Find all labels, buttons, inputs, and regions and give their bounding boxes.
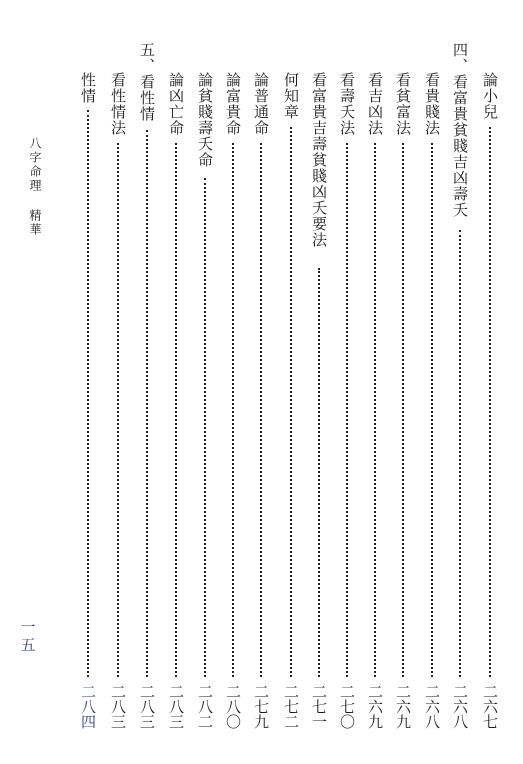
toc-leader: [374, 143, 376, 677]
toc-leader: [232, 143, 234, 677]
toc-entry-title: 看吉凶法: [366, 72, 384, 136]
toc-entry-page: 二六七: [481, 684, 499, 729]
page-number-hundreds: 一: [20, 618, 36, 636]
toc-entry-title: 看富貴吉壽貧賤凶夭要法: [310, 72, 328, 248]
toc-entry-title: 性情: [79, 72, 97, 104]
toc-entry-title: 論凶亡命: [167, 72, 185, 136]
toc-entry-page: 二六八: [423, 684, 441, 729]
toc-entry-page: 二七一: [310, 684, 328, 729]
toc-entry-page: 二八三: [138, 684, 156, 729]
toc-entry-page: 二七〇: [338, 684, 356, 729]
toc-leader: [260, 143, 262, 677]
toc-entry-page: 二七九: [252, 684, 270, 729]
toc-leader: [175, 143, 177, 677]
toc-leader: [87, 110, 89, 677]
running-head: 八字命理 精華: [28, 137, 42, 237]
toc-leader: [489, 127, 491, 677]
toc-entry-page: 二八三: [167, 684, 185, 729]
toc-leader: [318, 268, 320, 677]
toc-entry-page: 二八四: [79, 684, 97, 729]
toc-leader: [290, 127, 292, 677]
page-number-units: 五: [20, 636, 36, 654]
toc-section-heading: 五、看性情: [138, 42, 156, 122]
toc-leader: [402, 143, 404, 677]
toc-entry-title: 論富貴命: [224, 72, 242, 136]
toc-entry-page: 二六八: [451, 684, 469, 729]
toc-entry-page: 二七二: [282, 684, 300, 729]
toc-entry-title: 看貧富法: [394, 72, 412, 136]
toc-entry-title: 何知章: [282, 72, 300, 120]
toc-entry-title: 論普通命: [252, 72, 270, 136]
page-number: [18, 618, 38, 654]
toc-entry-title: 論貧賤壽夭命: [196, 72, 214, 168]
toc-section-heading: 四、看富貴貧賤吉凶壽夭: [451, 42, 469, 218]
toc-leader: [204, 178, 206, 677]
toc-entry-title: 看性情法: [109, 72, 127, 136]
toc-leader: [146, 130, 148, 677]
toc-entry-title: 看貴賤法: [423, 72, 441, 136]
toc-leader: [459, 230, 461, 677]
toc-entry-title: 論小兒: [481, 72, 499, 120]
toc-leader: [346, 143, 348, 677]
toc-entry-page: 二八二: [196, 684, 214, 729]
toc-leader: [117, 143, 119, 677]
toc-entry-page: 二六九: [366, 684, 384, 729]
toc-entry-page: 二八〇: [224, 684, 242, 729]
toc-entry-title: 看壽夭法: [338, 72, 356, 136]
toc-entry-page: 二六九: [394, 684, 412, 729]
toc-leader: [431, 143, 433, 677]
toc-entry-page: 二八三: [109, 684, 127, 729]
